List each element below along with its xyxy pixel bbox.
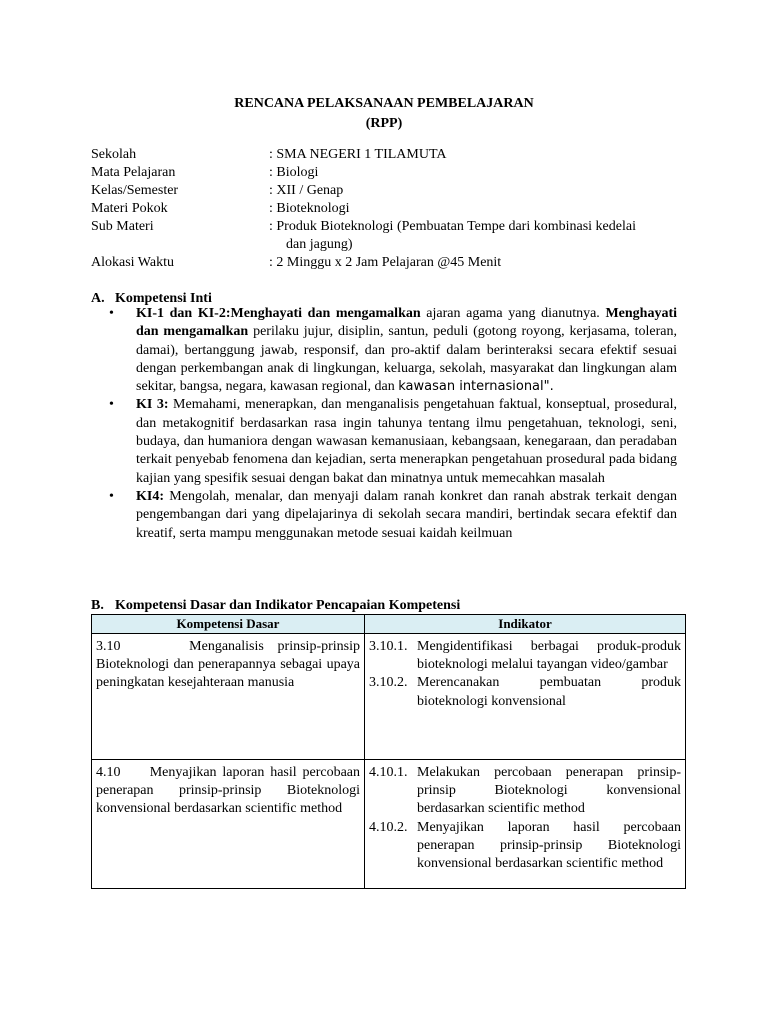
identity-value: : 2 Minggu x 2 Jam Pelajaran @45 Menit <box>269 255 502 270</box>
bullet-icon: • <box>109 488 114 504</box>
identity-row-mapel <box>91 164 691 182</box>
bullet-text <box>136 305 677 396</box>
kd-text: Menganalisis prinsip-prinsip Bioteknologi dan penerapannya sebagai upaya peningkatan kesejahteraan manusia <box>96 639 361 691</box>
identity-label: Mata Pelajaran <box>91 165 176 180</box>
indicator-item <box>369 764 681 819</box>
indicator-cell <box>365 634 686 760</box>
identity-block <box>91 146 691 272</box>
indicator-number: 4.10.2. <box>369 819 408 835</box>
identity-value-multiline <box>269 218 691 254</box>
section-b-heading <box>91 597 460 615</box>
ki4-text: Mengolah, menalar, dan menyaji dalam ranah konkret dan ranah abstrak terkait dengan pengembangan dari yang dipelajarinya di sekolah secara mandiri, bertindak secara efektif dan kreatif, serta mampu menggunakan metode sesuai kaidah keilmuan <box>136 488 677 541</box>
list-item-ki12 <box>109 305 677 396</box>
bullet-text <box>136 488 677 543</box>
identity-value: : XII / Genap <box>269 183 344 198</box>
identity-label: Alokasi Waktu <box>91 255 174 270</box>
column-header: Kompetensi Dasar <box>92 615 365 634</box>
ki12-text1: ajaran agama yang dianutnya. <box>420 306 600 321</box>
competency-table <box>91 614 686 889</box>
identity-row-submateri <box>91 218 691 254</box>
kd-number: 4.10 <box>96 765 121 780</box>
indicator-text: Melakukan percobaan penerapan prinsip-prinsip Bioteknologi konvensional berdasarkan scientific method <box>417 765 681 817</box>
kd-entry-text <box>96 764 360 819</box>
identity-row-materi <box>91 200 691 218</box>
section-title: Kompetensi Dasar dan Indikator Pencapaian Kompetensi <box>115 598 461 613</box>
identity-value: : Bioteknologi <box>269 201 350 216</box>
indicator-text: Menyajikan laporan hasil percobaan penerapan prinsip-prinsip Bioteknologi konvensional berdasarkan scientific method <box>417 819 681 872</box>
ki12-tail: kawasan internasional". <box>398 379 554 395</box>
kd-entry <box>96 764 360 819</box>
identity-row-sekolah <box>91 146 691 164</box>
indicator-number: 4.10.1. <box>369 765 408 780</box>
identity-label: Kelas/Semester <box>91 183 179 198</box>
identity-value: : Produk Bioteknologi (Pembuatan Tempe dari kombinasi kedelai <box>269 219 636 234</box>
kd-number: 3.10 <box>96 639 121 654</box>
column-header: Indikator <box>365 615 686 634</box>
bullet-icon: • <box>109 397 114 413</box>
table-row <box>92 760 686 889</box>
table-header-row <box>92 615 686 634</box>
ki12-text2: perilaku jujur, disiplin, santun, peduli (gotong royong, kerjasama, toleran, damai), bertanggung jawab, responsif, dan pro-aktif dalam berinteraksi secara efektif sesuai dengan perkembangan anak di lingkungan, keluarga, sekolah, masyarakat dan lingkungan alam sekitar, bangsa, negara, kawasan regional, dan <box>136 324 677 395</box>
kd-cell <box>92 760 365 889</box>
ki3-lead: KI 3: <box>136 397 169 413</box>
table-row <box>92 634 686 760</box>
section-letter: A. <box>91 291 105 306</box>
indicator-text: Merencanakan pembuatan produk bioteknologi konvensional <box>417 675 681 709</box>
kompetensi-inti-list <box>109 305 677 543</box>
title-line-1: RENCANA PELAKSANAAN PEMBELAJARAN <box>234 96 534 111</box>
indicator-number: 3.10.2. <box>369 675 408 691</box>
ki3-text: Memahami, menerapkan, dan menganalisis pengetahuan faktual, konseptual, prosedural, dan metakognitif berdasarkan rasa ingin tahunya tentang ilmu pengetahuan, teknologi, seni, budaya, dan humaniora dengan wawasan kemanusiaan, kebangsaan, kenegaraan, dan peradaban terkait penyebab fenomena dan kejadian, serta menerapkan pengetahuan prosedural pada bidang kajian yang spesifik sesuai dengan bakat dan minatnya untuk memecahkan masalah <box>136 397 678 486</box>
indicator-cell <box>365 760 686 889</box>
section-letter: B. <box>91 598 104 613</box>
identity-label: Sub Materi <box>91 219 154 234</box>
list-item-ki3 <box>109 396 677 487</box>
kd-text: Menyajikan laporan hasil percobaan penerapan prinsip-prinsip Bioteknologi konvensional berdasarkan scientific method <box>96 765 361 817</box>
kd-entry <box>96 638 360 693</box>
document-title <box>0 94 768 134</box>
identity-row-alokasi <box>91 254 691 272</box>
identity-value: : SMA NEGERI 1 TILAMUTA <box>269 147 447 162</box>
bullet-text <box>136 396 677 487</box>
kd-entry-text <box>96 638 360 693</box>
indicator-item <box>369 819 681 874</box>
ki12-bold2: Menghayati dan mengamalkan <box>136 306 677 340</box>
indicator-item <box>369 674 681 710</box>
indicator-item <box>369 638 681 674</box>
title-line-2: (RPP) <box>365 116 403 131</box>
identity-label: Sekolah <box>91 147 137 162</box>
identity-value-continuation: dan jagung) <box>286 237 353 252</box>
indicator-number: 3.10.1. <box>369 639 408 654</box>
list-item-ki4 <box>109 488 677 543</box>
section-title: Kompetensi Inti <box>115 291 212 306</box>
ki12-lead: KI-1 dan KI-2:Menghayati dan mengamalkan <box>136 306 421 321</box>
bullet-icon: • <box>109 306 114 321</box>
kd-cell <box>92 634 365 760</box>
ki4-lead: KI4: <box>136 488 164 504</box>
identity-label: Materi Pokok <box>91 201 168 216</box>
identity-value: : Biologi <box>269 165 319 180</box>
indicator-text: Mengidentifikasi berbagai produk-produk bioteknologi melalui tayangan video/gambar <box>417 639 681 673</box>
identity-row-kelas <box>91 182 691 200</box>
